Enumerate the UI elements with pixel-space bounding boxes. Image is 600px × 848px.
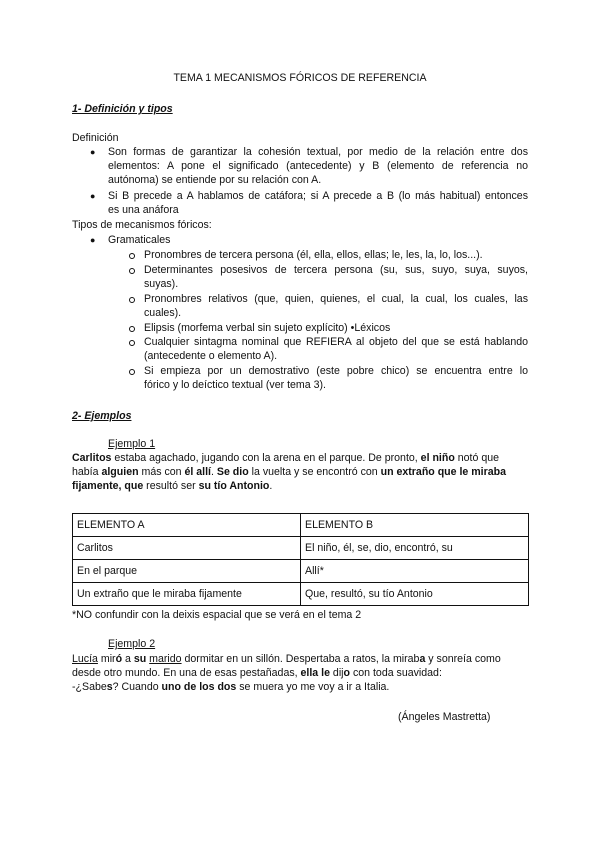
- sub-bullet-6-line-1: Si empieza por un demostrativo (este pobre chico) se encuentra entre lo: [144, 365, 528, 377]
- table-header-cell: ELEMENTO A: [73, 514, 301, 537]
- table-header-cell: ELEMENTO B: [301, 514, 529, 537]
- table-cell: Carlitos: [73, 537, 301, 560]
- hollow-bullet-icon: [129, 326, 135, 332]
- ejemplo-1-line-2: había alguien más con él allí. Se dio la vuelta y se encontró con un extraño que le miraba: [72, 466, 507, 478]
- hollow-bullet-icon: [129, 340, 135, 346]
- table-header-row: [73, 514, 529, 537]
- gramaticales-label: Gramaticales: [108, 234, 171, 246]
- elements-table: [72, 513, 529, 606]
- section-2-heading: 2- Ejemplos: [72, 410, 132, 422]
- sub-bullet-3-line-1: Pronombres relativos (que, quien, quienes, el cual, la cual, los cuales, las: [144, 293, 528, 305]
- def-bullet-2-line-1: Si B precede a A hablamos de catáfora; si A precede a B (lo más habitual) entonces: [108, 190, 528, 202]
- ejemplo-2-line-1: Lucía miró a su marido dormitar en un sillón. Despertaba a ratos, la miraba y sonreía como: [72, 653, 501, 665]
- sub-bullet-6-line-2: fórico y lo deíctico textual (ver tema 3).: [144, 379, 326, 391]
- ejemplo-2-label: Ejemplo 2: [108, 638, 156, 650]
- def-bullet-1-line-2: elementos: A pone el significado (antecedente) y B (elemento de referencia no: [108, 160, 528, 172]
- ejemplo-1-line-1: Carlitos estaba agachado, jugando con la arena en el parque. De pronto, el niño notó que: [72, 452, 499, 464]
- bullet-icon: ●: [90, 235, 96, 245]
- definicion-label: Definición: [72, 132, 119, 144]
- table-cell: Que, resultó, su tío Antonio: [301, 583, 529, 606]
- def-bullet-1-line-1: Son formas de garantizar la cohesión textual, por medio de la relación entre dos: [108, 146, 528, 158]
- tipos-label: Tipos de mecanismos fóricos:: [72, 219, 212, 231]
- sub-bullet-4: Elipsis (morfema verbal sin sujeto explícito) •Léxicos: [144, 322, 391, 334]
- sub-bullet-2-line-2: suyas).: [144, 278, 179, 290]
- hollow-bullet-icon: [129, 253, 135, 259]
- sub-bullet-2-line-1: Determinantes posesivos de tercera persona (su, sus, suyo, suya, suyos,: [144, 264, 528, 276]
- hollow-bullet-icon: [129, 297, 135, 303]
- table-note: *NO confundir con la deixis espacial que se verá en el tema 2: [72, 609, 362, 621]
- table-row: [73, 583, 529, 606]
- ejemplo-1-line-3: fijamente, que resultó ser su tío Antonio.: [72, 480, 273, 492]
- page-title: TEMA 1 MECANISMOS FÓRICOS DE REFERENCIA: [173, 72, 427, 84]
- sub-bullet-5-line-1: Cualquier sintagma nominal que REFIERA al objeto del que se está hablando: [144, 336, 528, 348]
- sub-bullet-1: Pronombres de tercera persona (él, ella, ellos, ellas; le, les, la, lo, los...).: [144, 249, 483, 261]
- table-row: [73, 560, 529, 583]
- def-bullet-2-line-2: es una anáfora: [108, 204, 179, 216]
- section-1-heading: 1- Definición y tipos: [72, 103, 173, 115]
- ejemplo-2-line-3: -¿Sabes? Cuando uno de los dos se muera yo me voy a ir a Italia.: [72, 681, 390, 693]
- table-cell: Un extraño que le miraba fijamente: [73, 583, 301, 606]
- hollow-bullet-icon: [129, 268, 135, 274]
- ejemplo-1-label: Ejemplo 1: [108, 438, 156, 450]
- author-credit: (Ángeles Mastretta): [398, 711, 491, 723]
- def-bullet-1-line-3: autónoma) se entiende por su relación con A.: [108, 174, 322, 186]
- table-cell: Allí*: [301, 560, 529, 583]
- hollow-bullet-icon: [129, 369, 135, 375]
- table-cell: El niño, él, se, dio, encontró, su: [301, 537, 529, 560]
- table-cell: En el parque: [73, 560, 301, 583]
- sub-bullet-3-line-2: cuales).: [144, 307, 182, 319]
- bullet-icon: ●: [90, 191, 96, 201]
- ejemplo-2-line-2: desde otro mundo. En una de esas pestañadas, ella le dijo con toda suavidad:: [72, 667, 442, 679]
- sub-bullet-5-line-2: (antecedente o elemento A).: [144, 350, 278, 362]
- table-row: [73, 537, 529, 560]
- bullet-icon: ●: [90, 147, 96, 157]
